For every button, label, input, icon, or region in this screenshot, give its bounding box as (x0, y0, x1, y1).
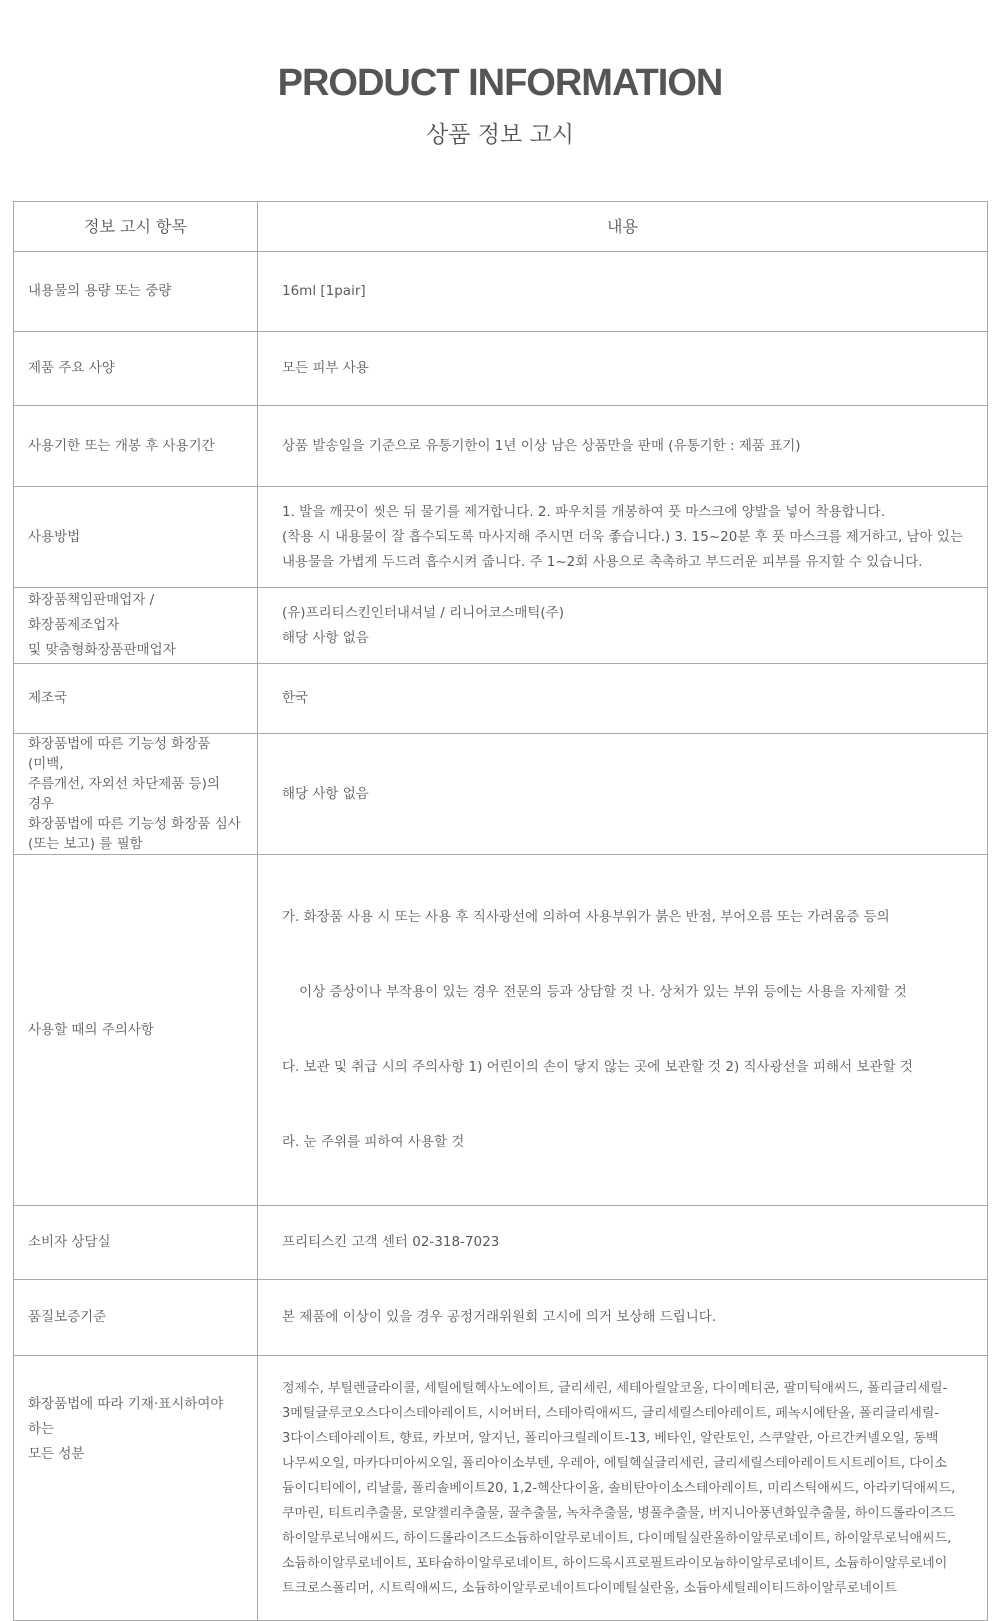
value-line: 해당 사항 없음 (282, 629, 369, 646)
table-row-usage (14, 487, 988, 588)
label-line: 화장품법에 따른 기능성 화장품 심사 (28, 816, 241, 832)
value-line: 프리티스킨 고객 센터 02-318-7023 (282, 1234, 500, 1250)
value-line: 나무씨오일, 마카다미아씨오일, 폴리아이소부텐, 우레아, 에틸헥실글리세린, 글리세릴스테아레이트시트레이트, 다이소 (282, 1455, 947, 1471)
value-line: 다. 보관 및 취급 시의 주의사항 1) 어린이의 손이 닿지 않는 곳에 보관할 것 2) 직사광선을 피해서 보관할 것 (282, 1059, 913, 1075)
value-line: 상품 발송일을 기준으로 유통기한이 1년 이상 남은 상품만을 판매 (유통기한 : 제품 표기) (282, 437, 801, 454)
page-header (0, 0, 1000, 150)
page-subtitle: 상품 정보 고시 (426, 122, 574, 148)
row-label: 사용방법 (14, 487, 258, 588)
table-row-functional (14, 734, 988, 855)
value-line: 해당 사항 없음 (282, 785, 369, 802)
row-label (14, 734, 258, 855)
column-header-content: 내용 (258, 202, 988, 252)
table-header-row (14, 202, 988, 252)
table-row-consumer-center (14, 1206, 988, 1280)
table-row-spec (14, 332, 988, 406)
row-value (258, 588, 988, 664)
row-label (14, 1356, 258, 1621)
value-line: 본 제품에 이상이 있을 경우 공정거래위원회 고시에 의거 보상해 드립니다. (282, 1309, 717, 1325)
table-row-seller (14, 588, 988, 664)
value-line: 쿠마린, 티트리추출물, 로얄젤리추출물, 꿀추출물, 녹차추출물, 병풀추출물, 버지니아풍년화잎추출물, 하이드롤라이즈드 (282, 1505, 956, 1521)
row-label: 내용물의 용량 또는 중량 (14, 252, 258, 332)
row-label: 소비자 상담실 (14, 1206, 258, 1280)
row-value (258, 664, 988, 734)
product-info-table (13, 201, 988, 1621)
row-value (258, 1206, 988, 1280)
value-line: 3메틸글루코오스다이스테아레이트, 시어버터, 스테아릭애씨드, 글리세릴스테아레이트, 페녹시에탄올, 폴리글리세릴- (282, 1405, 940, 1421)
table-row-capacity (14, 252, 988, 332)
row-value (258, 487, 988, 588)
row-label: 사용할 때의 주의사항 (14, 855, 258, 1206)
value-line: 모든 피부 사용 (282, 360, 369, 376)
value-line: (착용 시 내용물이 잘 흡수되도록 마사지해 주시면 더욱 좋습니다.) 3. 15~20분 후 풋 마스크를 제거하고, 남아 있는 (282, 528, 964, 545)
row-value (258, 252, 988, 332)
table-row-ingredients (14, 1356, 988, 1621)
value-line: (유)프리티스킨인터내셔널 / 리니어코스매틱(주) (282, 604, 564, 621)
value-line: 한국 (282, 690, 309, 706)
label-line: 주름개선, 자외선 차단제품 등)의 경우 (28, 776, 220, 812)
row-label: 제조국 (14, 664, 258, 734)
label-line: 모든 성분 (28, 1446, 85, 1462)
value-line: 소듐하이알루로네이트, 포타슘하이알루로네이트, 하이드록시프로필트라이모늄하이알루로네이트, 소듐하이알루로네이 (282, 1555, 948, 1571)
value-line: 정제수, 부틸렌글라이콜, 세틸에틸헥사노에이트, 글리세린, 세테아릴알코올, 다이메티콘, 팔미틱애씨드, 폴리글리세릴- (282, 1380, 948, 1396)
table-row-expiry (14, 406, 988, 487)
row-value (258, 406, 988, 487)
page-title: PRODUCT INFORMATION (277, 62, 723, 104)
row-label: 제품 주요 사양 (14, 332, 258, 406)
row-value (258, 1356, 988, 1621)
value-line: 1. 발을 깨끗이 씻은 뒤 물기를 제거합니다. 2. 파우치를 개봉하여 풋 마스크에 양발을 넣어 착용합니다. (282, 503, 886, 520)
value-line: 라. 눈 주위를 피하여 사용할 것 (282, 1134, 465, 1150)
table-row-country (14, 664, 988, 734)
label-line: 화장품책임판매업자 / 화장품제조업자 (28, 592, 155, 633)
row-value (258, 1280, 988, 1356)
column-header-item: 정보 고시 항목 (14, 202, 258, 252)
label-line: 및 맞춤형화장품판매업자 (28, 642, 176, 658)
label-line: (또는 보고) 를 필함 (28, 836, 143, 852)
row-label (14, 588, 258, 664)
value-line: 트크로스폴리머, 시트릭애씨드, 소듐하이알루로네이트다이메틸실란올, 소듐아세틸레이티드하이알루로네이트 (282, 1580, 898, 1596)
value-line: 16ml [1pair] (282, 283, 366, 299)
label-line: 화장품법에 따라 기재·표시하여야 하는 (28, 1396, 224, 1437)
value-line: 듐이디티에이, 리날룰, 폴리솔베이트20, 1,2-헥산다이올, 솔비탄아이소스테아레이트, 미리스틱애씨드, 아라키딕애씨드, (282, 1480, 956, 1496)
label-line: 화장품법에 따른 기능성 화장품(미백, (28, 736, 211, 772)
value-line: 3다이스테아레이트, 향료, 카보머, 알지닌, 폴리아크릴레이트-13, 베타인, 알란토인, 스쿠알란, 아르간커넬오일, 동백 (282, 1430, 939, 1446)
row-value (258, 855, 988, 1206)
row-label: 품질보증기준 (14, 1280, 258, 1356)
value-line: 내용물을 가볍게 두드려 흡수시켜 줍니다. 주 1~2회 사용으로 촉촉하고 부드러운 피부를 유지할 수 있습니다. (282, 553, 923, 570)
value-line: 이상 증상이나 부작용이 있는 경우 전문의 등과 상담할 것 나. 상처가 있는 부위 등에는 사용을 자제할 것 (282, 984, 907, 1000)
row-label: 사용기한 또는 개봉 후 사용기간 (14, 406, 258, 487)
row-value (258, 734, 988, 855)
value-line: 하이알루로닉애씨드, 하이드롤라이즈드소듐하이알루로네이트, 다이메틸실란올하이알루로네이트, 하이알루로닉애씨드, (282, 1530, 952, 1546)
value-line: 가. 화장품 사용 시 또는 사용 후 직사광선에 의하여 사용부위가 붉은 반점, 부어오름 또는 가려움증 등의 (282, 909, 890, 925)
row-value (258, 332, 988, 406)
table-row-quality (14, 1280, 988, 1356)
table-row-cautions (14, 855, 988, 1206)
